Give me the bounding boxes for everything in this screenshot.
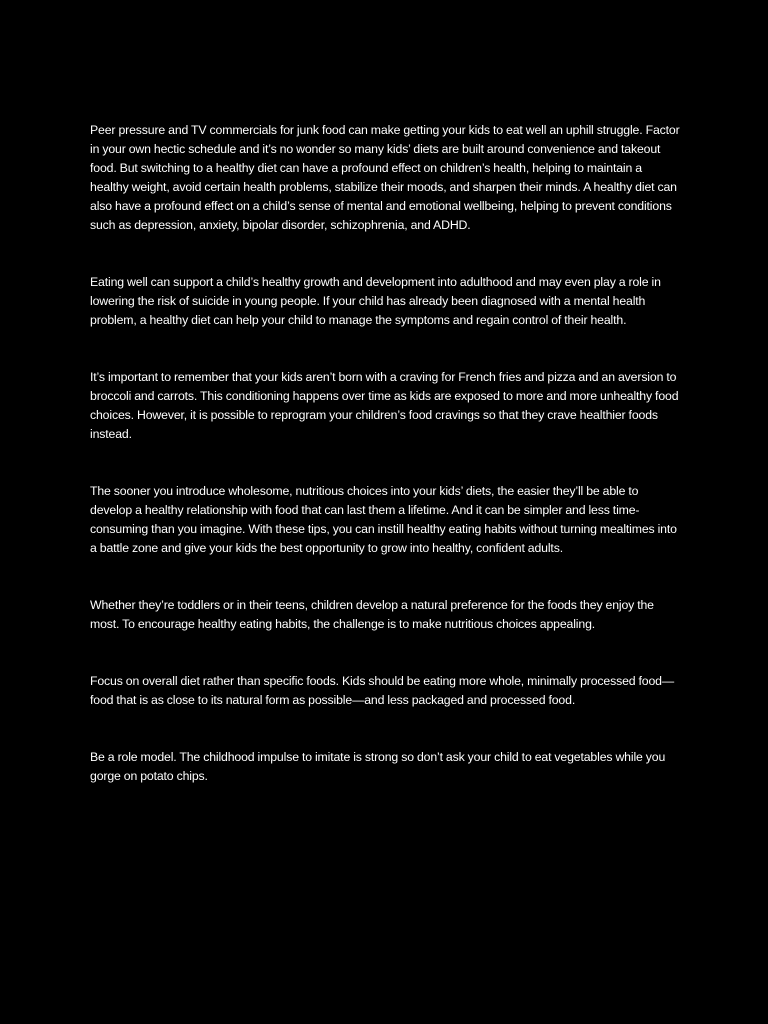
paragraph-sooner: The sooner you introduce wholesome, nutritious choices into your kids’ diets, the easier they’ll be able to develop a healthy relationship with food that can last them a lifetime. And it can be simpler and less time-consuming than you imagine. With these tips, you can instill healthy eating habits without turning mealtimes into a battle zone and give your kids the best opportunity to grow into healthy, confident adults. xyxy=(90,484,677,555)
paragraph-growth: Eating well can support a child’s healthy growth and development into adulthood and may even play a role in lowering the risk of suicide in young people. If your child has already been diagnosed with a mental health problem, a healthy diet can help your child to manage the symptoms and regain control of their health. xyxy=(90,275,661,327)
paragraph-overall-diet: Focus on overall diet rather than specific foods. Kids should be eating more whole, minimally processed food—food that is as close to its natural form as possible—and less packaged and processed food. xyxy=(90,674,674,707)
paragraph-intro: Peer pressure and TV commercials for junk food can make getting your kids to eat well an uphill struggle. Factor in your own hectic schedule and it’s no wonder so many kids’ diets are built around convenience and takeout food. But switching to a healthy diet can have a profound effect on children’s health, helping to maintain a healthy weight, avoid certain health problems, stabilize their moods, and sharpen their minds. A healthy diet can also have a profound effect on a child’s sense of mental and emotional wellbeing, helping to prevent conditions such as depression, anxiety, bipolar disorder, schizophrenia, and ADHD. xyxy=(90,123,680,232)
document-body xyxy=(90,121,680,824)
paragraph-role-model: Be a role model. The childhood impulse to imitate is strong so don’t ask your child to eat vegetables while you gorge on potato chips. xyxy=(90,750,666,783)
paragraph-conditioning: It’s important to remember that your kids aren’t born with a craving for French fries and pizza and an aversion to broccoli and carrots. This conditioning happens over time as kids are exposed to more and more unhealthy food choices. However, it is possible to reprogram your children’s food cravings so that they crave healthier foods instead. xyxy=(90,370,679,441)
paragraph-preference: Whether they’re toddlers or in their teens, children develop a natural preference for the foods they enjoy the most. To encourage healthy eating habits, the challenge is to make nutritious choices appealing. xyxy=(90,598,654,631)
